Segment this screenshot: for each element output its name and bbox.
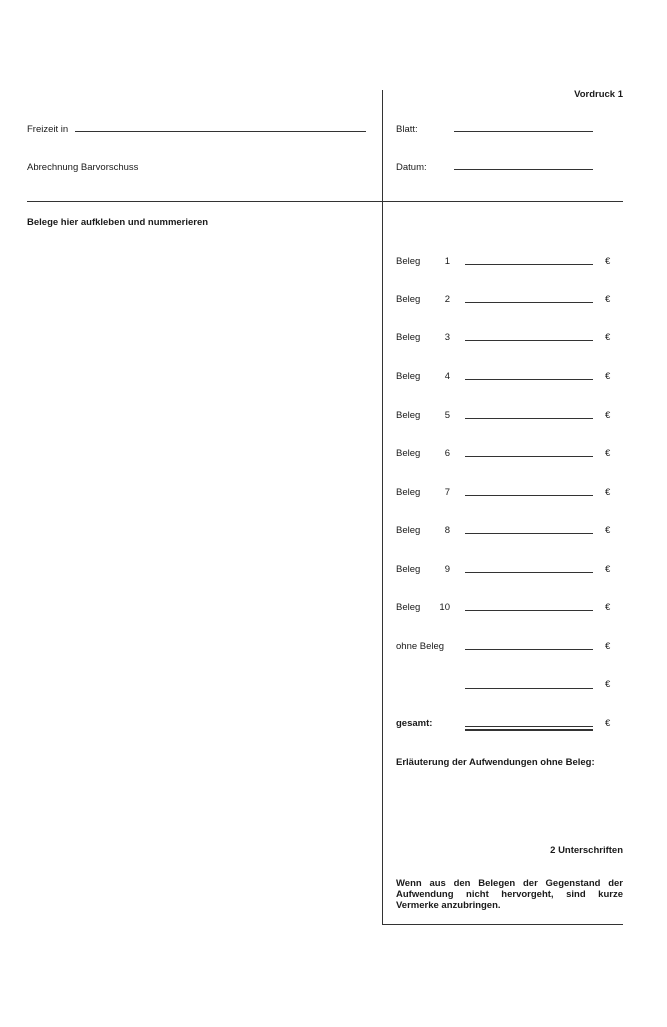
euro-symbol: € (605, 679, 611, 690)
receipt-number: 2 (444, 294, 450, 305)
note-text: Wenn aus den Belegen der Gegenstand der Aufwendung nicht hervorgeht, sind kurze Vermerke anzubringen. (396, 878, 623, 911)
ohne-beleg-amount-field[interactable] (465, 649, 593, 650)
euro-symbol: € (605, 448, 611, 459)
euro-symbol: € (605, 294, 611, 305)
datum-label: Datum: (396, 162, 427, 173)
receipt-label: Beleg (396, 602, 421, 613)
receipt-number: 4 (444, 371, 450, 382)
receipt-amount-field[interactable] (465, 302, 593, 303)
receipt-amount-field[interactable] (465, 456, 593, 457)
explanation-label: Erläuterung der Aufwendungen ohne Beleg: (396, 757, 595, 768)
signatures-label: 2 Unterschriften (550, 845, 623, 856)
euro-symbol: € (605, 641, 611, 652)
receipt-amount-field[interactable] (465, 379, 593, 380)
receipt-amount-field[interactable] (465, 572, 593, 573)
ohne-beleg-label: ohne Beleg (396, 641, 445, 652)
receipt-number: 10 (439, 602, 450, 613)
receipt-number: 1 (444, 256, 450, 267)
blatt-field[interactable] (454, 131, 593, 132)
euro-symbol: € (605, 332, 611, 343)
euro-symbol: € (605, 410, 611, 421)
receipt-number: 9 (444, 564, 450, 575)
receipt-label: Beleg (396, 332, 421, 343)
receipt-amount-field[interactable] (465, 264, 593, 265)
receipt-label: Beleg (396, 525, 421, 536)
euro-symbol: € (605, 256, 611, 267)
abrechnung-label: Abrechnung Barvorschuss (27, 162, 139, 173)
receipt-label: Beleg (396, 487, 421, 498)
euro-symbol: € (605, 718, 611, 729)
euro-symbol: € (605, 525, 611, 536)
column-divider (382, 90, 383, 925)
section-divider (27, 201, 623, 202)
form-id: Vordruck 1 (574, 89, 623, 100)
freizeit-field[interactable] (75, 131, 366, 132)
freizeit-label: Freizeit in (27, 124, 69, 135)
euro-symbol: € (605, 487, 611, 498)
receipt-number: 8 (444, 525, 450, 536)
blatt-label: Blatt: (396, 124, 418, 135)
receipt-amount-field[interactable] (465, 610, 593, 611)
total-label: gesamt: (396, 718, 433, 729)
extra-amount-field[interactable] (465, 688, 593, 689)
bottom-divider (382, 924, 623, 925)
receipt-number: 7 (444, 487, 450, 498)
receipt-number: 5 (444, 410, 450, 421)
receipt-label: Beleg (396, 294, 421, 305)
total-amount-field[interactable] (465, 726, 593, 727)
receipt-amount-field[interactable] (465, 340, 593, 341)
receipt-label: Beleg (396, 371, 421, 382)
receipt-label: Beleg (396, 410, 421, 421)
receipt-label: Beleg (396, 448, 421, 459)
receipt-label: Beleg (396, 256, 421, 267)
receipt-amount-field[interactable] (465, 495, 593, 496)
total-double-underline (465, 729, 593, 731)
euro-symbol: € (605, 602, 611, 613)
euro-symbol: € (605, 564, 611, 575)
receipt-label: Beleg (396, 564, 421, 575)
receipt-amount-field[interactable] (465, 418, 593, 419)
instruction-text: Belege hier aufkleben und nummerieren (27, 217, 209, 228)
datum-field[interactable] (454, 169, 593, 170)
receipt-amount-field[interactable] (465, 533, 593, 534)
receipt-number: 6 (444, 448, 450, 459)
receipt-number: 3 (444, 332, 450, 343)
euro-symbol: € (605, 371, 611, 382)
